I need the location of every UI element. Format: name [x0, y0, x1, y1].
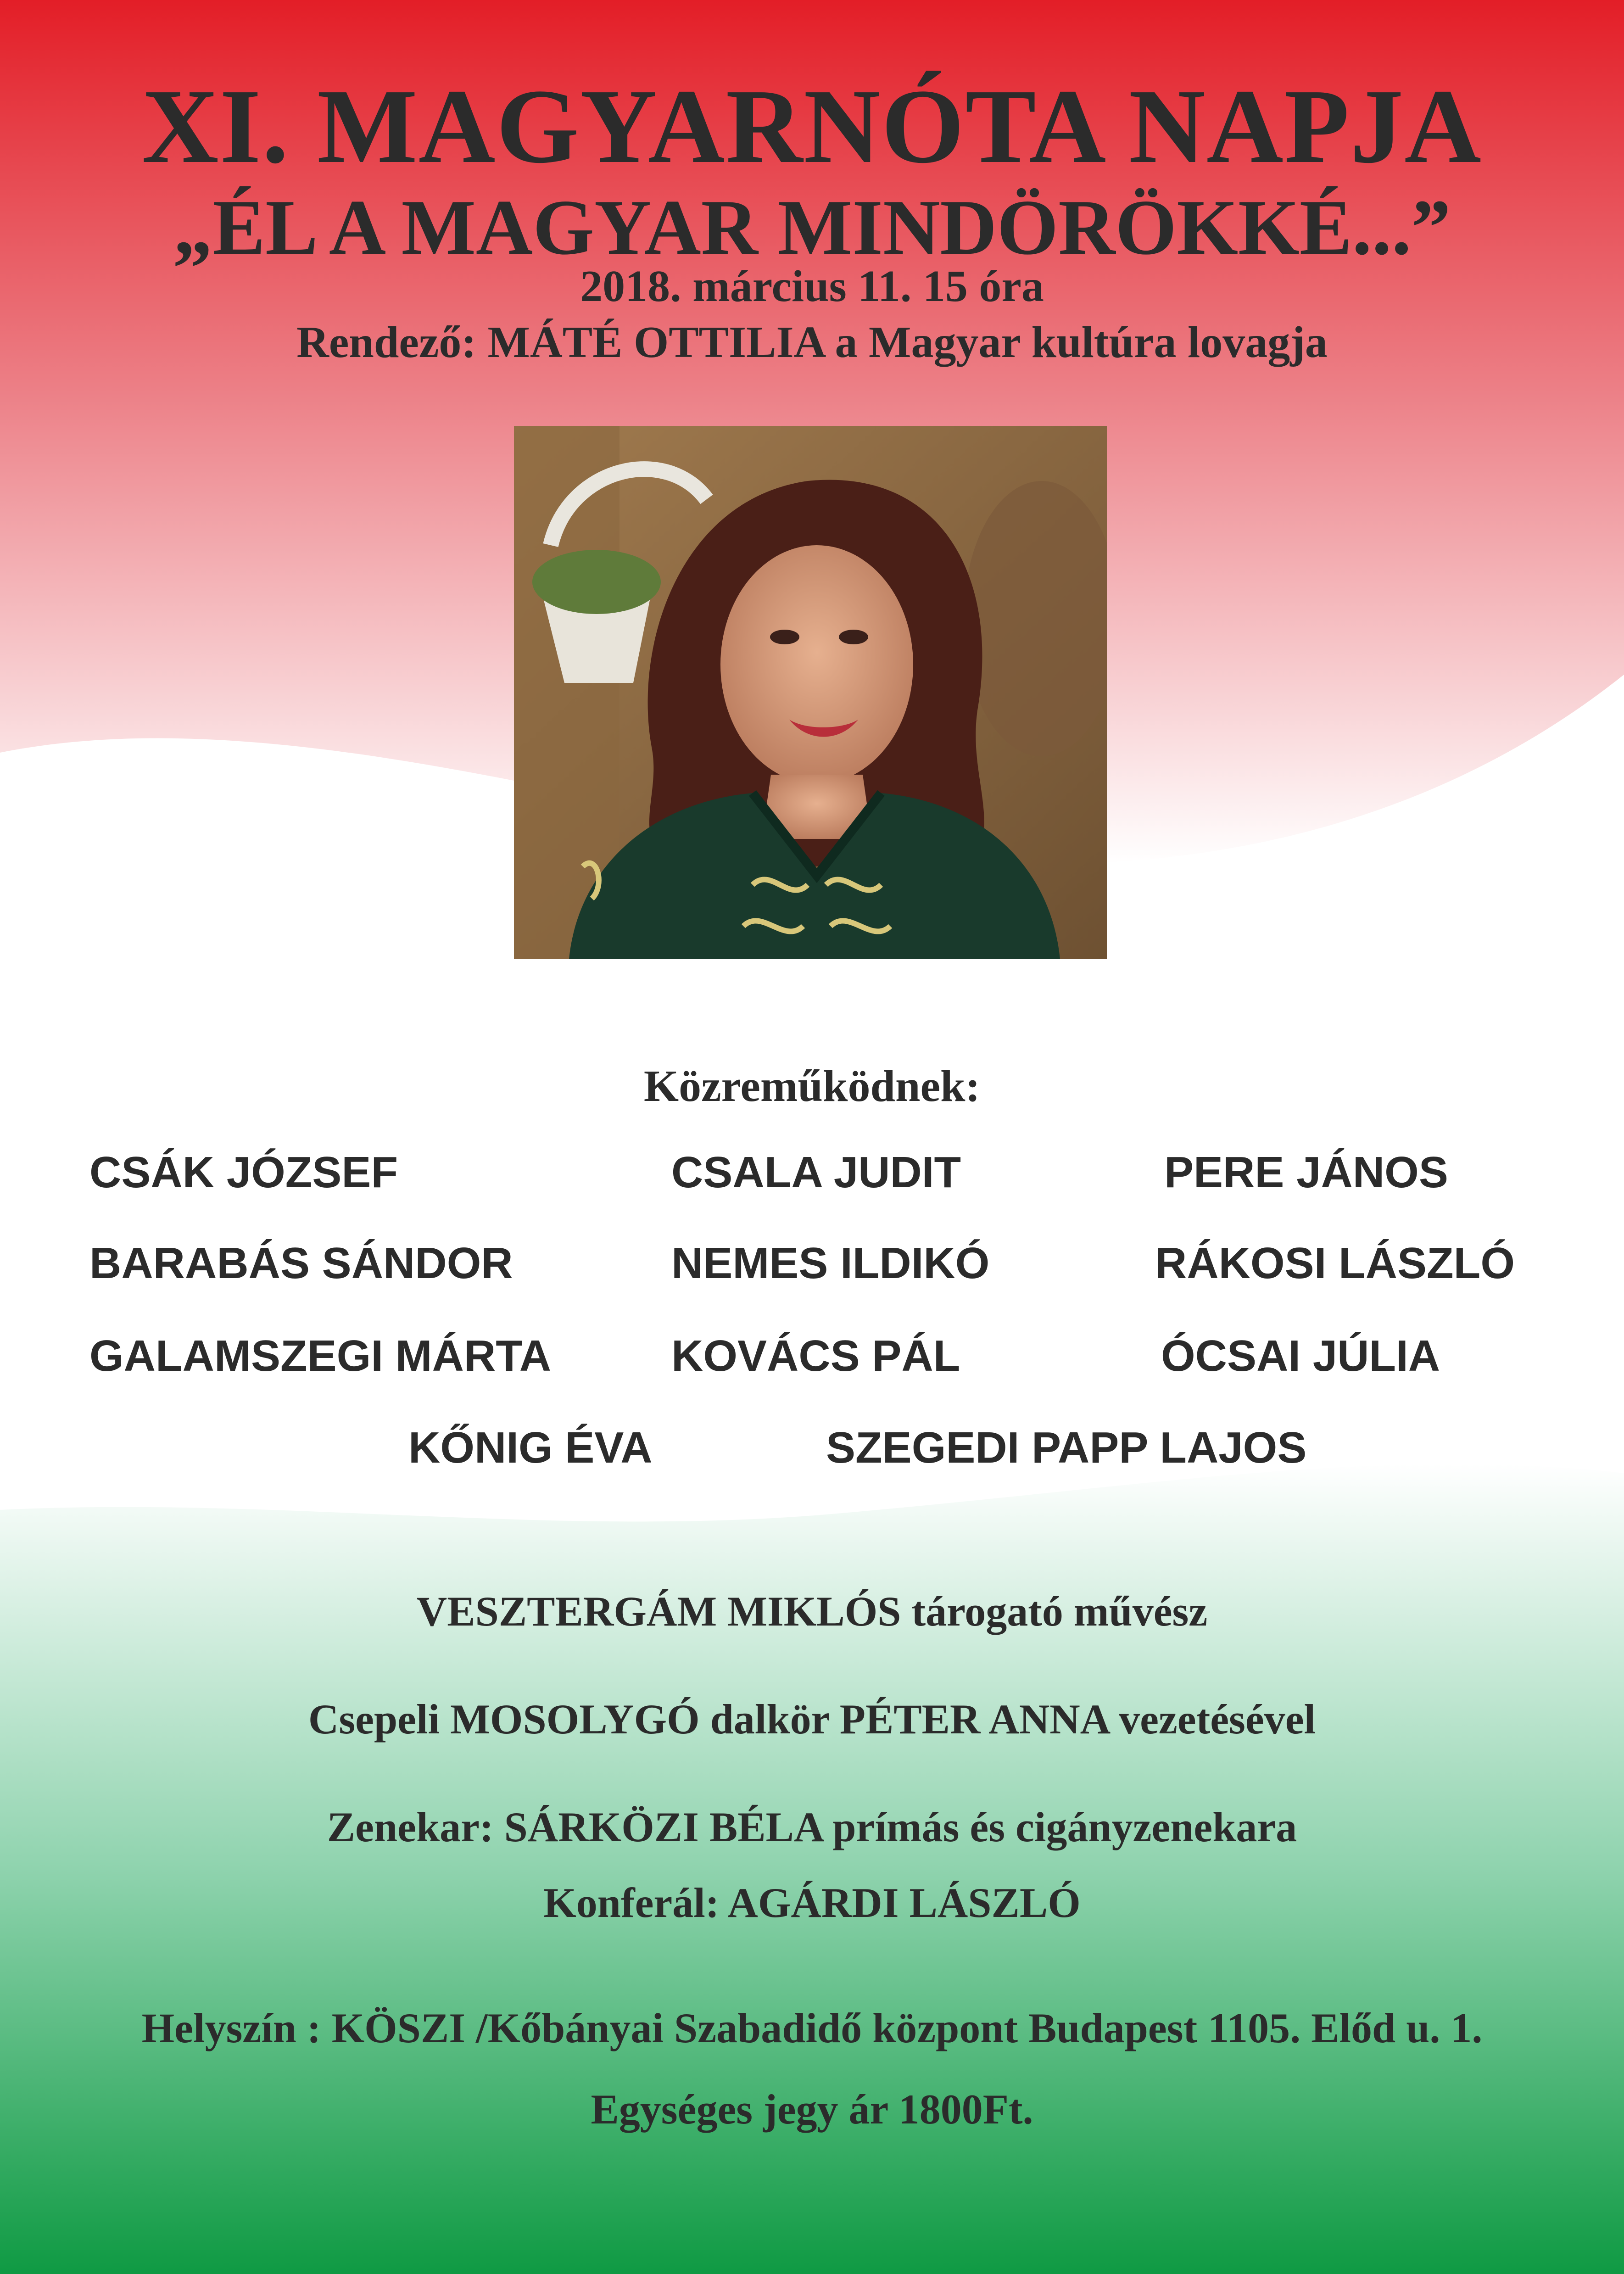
- singer-photo: [514, 426, 1107, 959]
- performer-name: CSALA JUDIT: [671, 1148, 961, 1197]
- performer-name: NEMES ILDIKÓ: [671, 1239, 990, 1288]
- event-date: 2018. március 11. 15 óra: [580, 262, 1044, 311]
- performer-name: KOVÁCS PÁL: [671, 1331, 960, 1380]
- event-subtitle: „ÉL A MAGYAR MINDÖRÖKKÉ...”: [173, 184, 1451, 271]
- performer-name: BARABÁS SÁNDOR: [89, 1239, 513, 1288]
- performer-name: PERE JÁNOS: [1164, 1148, 1448, 1197]
- ticket-price: Egységes jegy ár 1800Ft.: [591, 2086, 1033, 2133]
- event-title: XI. MAGYARNÓTA NAPJA: [142, 67, 1482, 185]
- performer-name: GALAMSZEGI MÁRTA: [89, 1331, 552, 1380]
- green-band: [0, 1464, 1624, 2274]
- choir-info: Csepeli MOSOLYGÓ dalkör PÉTER ANNA vezetésével: [308, 1696, 1316, 1743]
- host-info: Konferál: AGÁRDI LÁSZLÓ: [543, 1879, 1081, 1926]
- performer-name: SZEGEDI PAPP LAJOS: [826, 1423, 1307, 1472]
- performers-heading: Közreműködnek:: [643, 1062, 981, 1111]
- performer-name: CSÁK JÓZSEF: [89, 1148, 398, 1197]
- event-organizer: Rendező: MÁTÉ OTTILIA a Magyar kultúra lovagja: [296, 318, 1328, 367]
- portrait-image: [514, 426, 1107, 959]
- performer-name: ÓCSAI JÚLIA: [1161, 1331, 1440, 1380]
- tarogato-artist: VESZTERGÁM MIKLÓS tárogató művész: [416, 1588, 1208, 1635]
- orchestra-info: Zenekar: SÁRKÖZI BÉLA prímás és cigányzenekara: [327, 1804, 1297, 1850]
- venue-info: Helyszín : KÖSZI /Kőbányai Szabadidő központ Budapest 1105. Előd u. 1.: [141, 2005, 1483, 2051]
- performer-name: KŐNIG ÉVA: [408, 1423, 653, 1472]
- performer-name: RÁKOSI LÁSZLÓ: [1155, 1239, 1515, 1288]
